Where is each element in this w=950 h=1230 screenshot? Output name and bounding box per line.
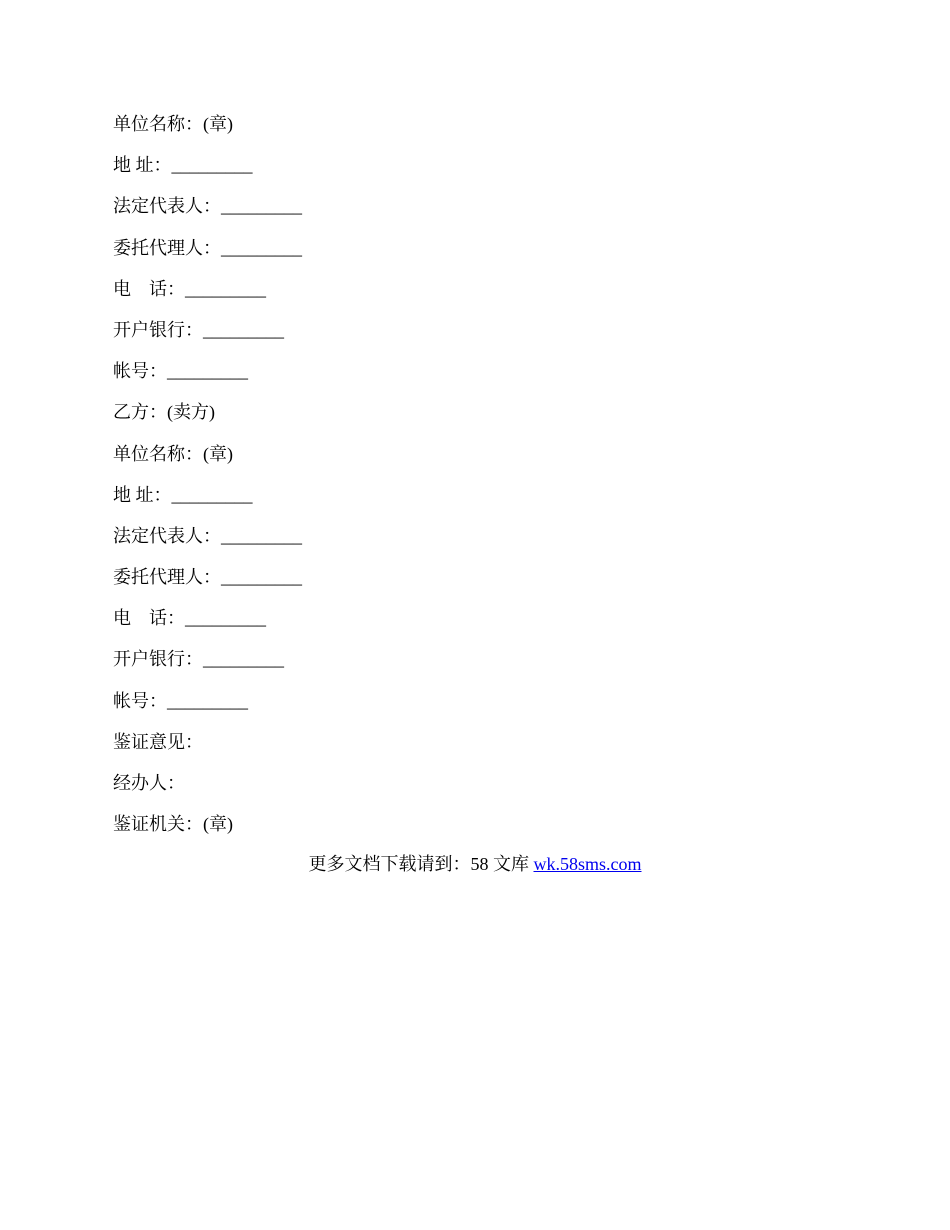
seller-agent-line: 委托代理人：_________ <box>113 567 302 588</box>
verification-opinion-line: 鉴证意见： <box>113 731 203 752</box>
seller-legal-representative-line: 法定代表人：_________ <box>113 525 302 546</box>
download-footer <box>0 853 950 875</box>
buyer-unit-name-line: 单位名称：(章) <box>113 114 233 134</box>
seller-bank-line: 开户银行：_________ <box>113 649 284 670</box>
verification-authority-line: 鉴证机关：(章) <box>113 814 233 835</box>
footer-link[interactable]: wk.58sms.com <box>533 854 642 874</box>
buyer-address-line: 地 址：_________ <box>113 155 253 176</box>
seller-address-line: 地 址：_________ <box>113 484 253 505</box>
buyer-legal-representative-line: 法定代表人：_________ <box>113 196 302 217</box>
seller-phone-line: 电 话：_________ <box>113 608 266 629</box>
buyer-phone-line: 电 话：_________ <box>113 278 266 299</box>
handler-line: 经办人： <box>113 773 185 793</box>
buyer-bank-line: 开户银行：_________ <box>113 319 284 340</box>
seller-unit-name-line: 单位名称：(章) <box>113 443 233 464</box>
contract-signature-block <box>113 113 833 854</box>
buyer-account-line: 帐号：_________ <box>113 361 248 382</box>
buyer-agent-line: 委托代理人：_________ <box>113 237 302 258</box>
seller-account-line: 帐号：_________ <box>113 690 248 711</box>
footer-text: 更多文档下载请到：58 文库 <box>308 854 534 874</box>
seller-heading: 乙方：(卖方) <box>113 402 215 423</box>
